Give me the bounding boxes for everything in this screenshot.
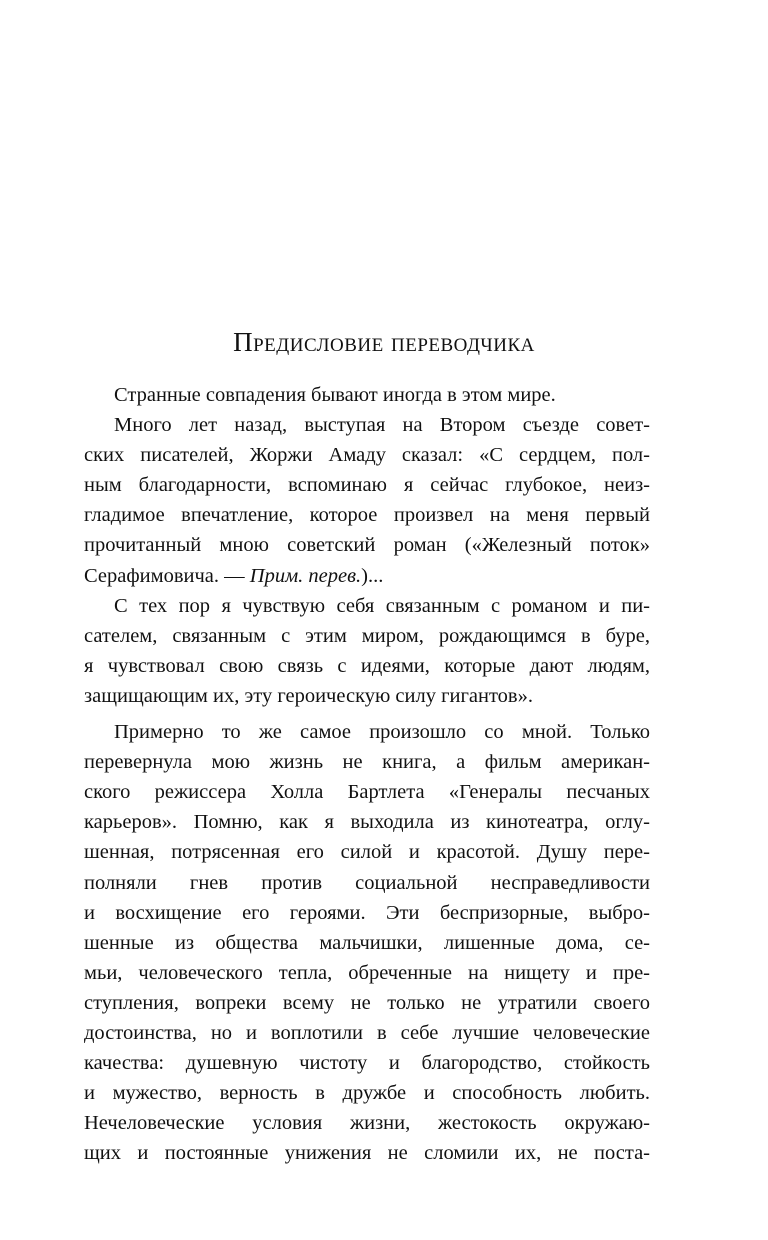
text-fragment: )... (361, 564, 384, 587)
text-line: качества: душевную чистоту и благородство, стойкость (84, 1052, 650, 1075)
text-line: гладимое впечатление, которое произвел на меня первый (84, 504, 650, 527)
text-line: Странные совпадения бывают иногда в этом мире. (114, 384, 556, 406)
paragraph (84, 380, 650, 410)
text-line: перевернула мою жизнь не книга, а фильм американ- (84, 751, 650, 774)
text-line: защищающим их, эту героическую силу гигантов». (84, 684, 533, 707)
text-line: и восхищение его героями. Эти беспризорные, выбро- (84, 901, 650, 924)
text-line: С тех пор я чувствую себя связанным с романом и пи- (114, 594, 650, 617)
text-line: шенные из общества мальчишки, лишенные дома, се- (84, 931, 650, 954)
text-line: мьи, человеческого тепла, обреченные на нищету и пре- (84, 961, 650, 984)
text-line: ным благодарности, вспоминаю я сейчас глубокое, неиз- (84, 474, 650, 497)
text-line: полняли гнев против социальной несправедливости (84, 871, 650, 894)
text-line: и мужество, верность в дружбе и способность любить. (84, 1082, 650, 1105)
paragraph (84, 410, 650, 591)
body-text (84, 380, 650, 1168)
text-line: шенная, потрясенная его силой и красотой. Душу пере- (84, 841, 650, 864)
text-line: Много лет назад, выступая на Втором съезде совет- (114, 414, 650, 437)
text-line: карьеров». Помню, как я выходила из кинотеатра, оглу- (84, 811, 650, 834)
text-line: щих и постоянные унижения не сломили их, не поста- (84, 1142, 650, 1165)
text-line: ского режиссера Холла Бартлета «Генералы песчаных (84, 781, 650, 804)
text-line: Примерно то же самое произошло со мной. Только (114, 721, 650, 744)
text-line: ступления, вопреки всему не только не утратили своего (84, 991, 650, 1014)
text-line: достоинства, но и воплотили в себе лучшие человеческие (84, 1021, 650, 1044)
text-fragment: Серафимовича. — (84, 564, 250, 587)
text-line: я чувствовал свою связь с идеями, которые дают людям, (84, 654, 650, 677)
text-line: прочитанный мною советский роман («Железный поток» (84, 534, 650, 557)
paragraph (84, 591, 650, 711)
chapter-title: Предисловие переводчика (233, 327, 535, 357)
text-line: Нечеловеческие условия жизни, жестокость окружаю- (84, 1112, 650, 1135)
text-line: ских писателей, Жоржи Амаду сказал: «С сердцем, пол- (84, 444, 650, 467)
translator-note: Прим. перев. (249, 564, 362, 587)
text-line: сателем, связанным с этим миром, рождающимся в буре, (84, 624, 650, 647)
text-line (84, 561, 650, 591)
paragraph (84, 717, 650, 1168)
